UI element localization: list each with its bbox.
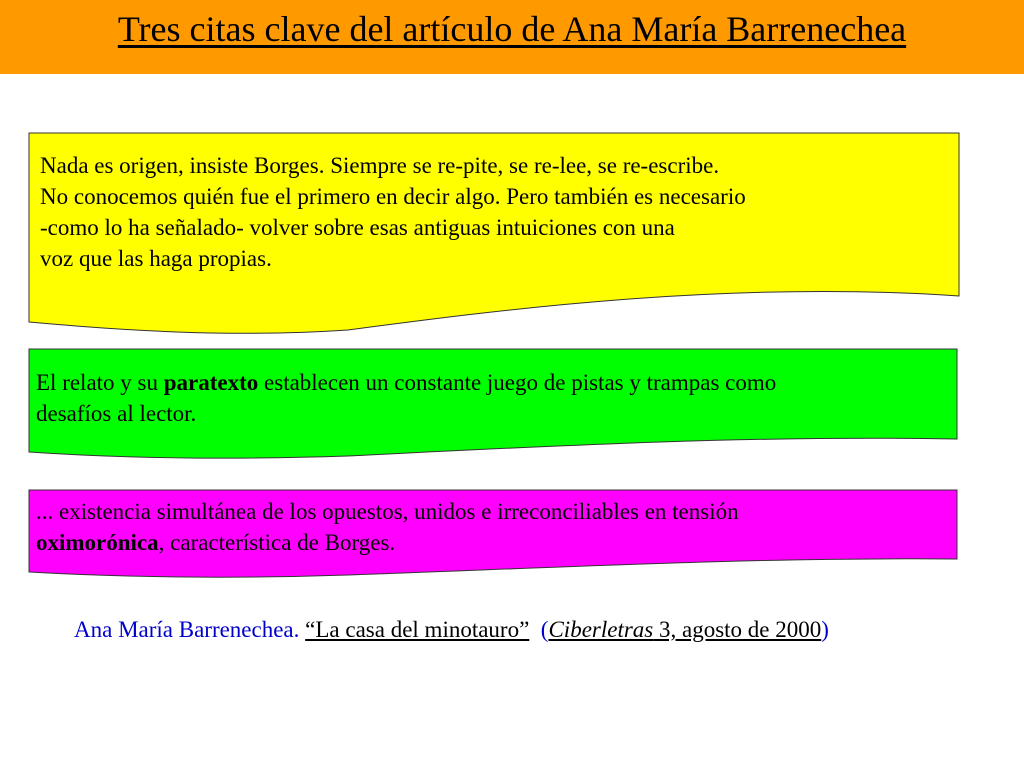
quote1-line3: -como lo ha señalado- volver sobre esas antiguas intuiciones con una [40,215,675,240]
quote-card-oximoronica [28,489,958,579]
quote2-bold-term: paratexto [163,370,259,395]
quote-card-origin [28,132,960,337]
citation-author: Ana María Barrenechea. [74,617,300,642]
slide-title: Tres citas clave del artículo de Ana María Barrenechea [117,9,907,49]
quote3-line2: oximorónica, característica de Borges. [36,530,396,555]
citation-journal: Ciberletras [548,617,654,642]
quote-card-origin-text [40,150,746,274]
quote3-line1: ... existencia simultánea de los opuestos, unidos e irreconciliables en tensión [36,499,739,524]
quote-card-paratexto-text [36,367,776,429]
quote1-line1: Nada es origen, insiste Borges. Siempre se re-pite, se re-lee, se re-escribe. [40,153,720,178]
citation-journal-link[interactable] [548,617,821,642]
quote-card-paratexto [28,348,958,458]
quote3-bold-term: oximorónica [36,530,159,555]
quote1-line2: No conocemos quién fue el primero en decir algo. Pero también es necesario [40,184,746,209]
quote2-line2: desafíos al lector. [36,401,197,426]
quote1-line4: voz que las haga propias. [40,246,272,271]
citation-issue-date: 3, agosto de 2000 [653,617,822,642]
citation-open-paren: ( [540,617,549,642]
source-citation [74,615,829,645]
quote2-line1: El relato y su paratexto establecen un constante juego de pistas y trampas como [36,370,777,395]
citation-article-link[interactable]: “La casa del minotauro” [305,617,530,642]
quote-card-oximoronica-text [36,496,739,558]
citation-close-paren: ) [821,617,829,642]
